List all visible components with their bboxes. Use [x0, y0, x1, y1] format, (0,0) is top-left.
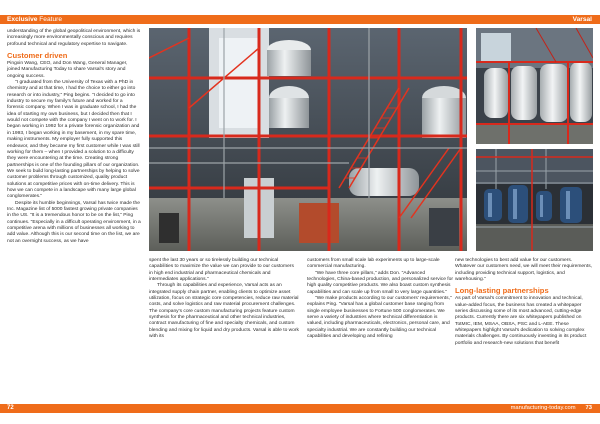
photo-reactor-hall: [476, 149, 593, 251]
page-number-left: 72: [7, 405, 14, 411]
header-bar: [0, 15, 600, 24]
paragraph: "We make products according to our customers' requirements," explains Ping. "Varsal has a global customer base ranging from single employee businesses to Fortune 500 conglomerates. We serve a variety of industries where technical differentiation is valued, including pharmaceuticals, electronics, personal care, and specialty industrial. We are constantly building our technical capabilities and developing and refining: [307, 296, 452, 340]
paragraph: "We have three core pillars," adds Don. "Advanced technologies, China-based production, and personalized service for high quality competitive products. We also boast custom synthesis capabilities and can scale up from small to very large quantities.": [307, 270, 453, 295]
company-name: Varsal: [572, 16, 592, 23]
column-2: [149, 258, 299, 340]
paragraph: new technologies to best add value for our customers. Whatever our customers need, we will meet their requirements, including providing technical support, logistics, and warehousing.": [455, 258, 592, 283]
footer-right: [511, 404, 592, 413]
page-number-right: 73: [585, 405, 592, 411]
photo-storage-tanks: [476, 28, 593, 144]
paragraph: Despite its humble beginnings, Varsal has twice made the Inc. Magazine list of 5000 fastest growing private companies in the US. "It is a tremendous honor to be on the list," Ping continues. "Especially in a difficult operating environment, in a competitive arena with millions of businesses all working to add value. Although this is our second time on the list, we are not an overnight success, as we have: [7, 200, 141, 244]
paragraph: Through its capabilities and experience, Varsal acts as an integrated supply chain partner, enabling clients to optimize asset utilization, focus on strategic core competencies, reduce raw material costs, and solve logistics and raw material procurement challenges. The company's core custom manufacturing projects feature custom synthesis for the pharmaceutical and other technical industries, contract manufacturing of fine and specialty chemicals, and custom blending and mixing for liquid and dry products. Varsal is able to work with its: [149, 283, 299, 340]
paragraph: As part of Varsal's commitment to innovation and technical, value-added focus, the business has created a whitepaper series discussing some of its most advanced, cutting-edge products. Currently there are six whitepapers published on TotMIC, IEM, MSAA, OBSA, PSC and L-AEE. These whitepapers highlight Varsal's dedication to solving complex materials challenges. By continuously investing in its product portfolio and research-new solutions that benefit: [455, 296, 587, 346]
column-3: [307, 258, 453, 340]
site-url[interactable]: manufacturing-today.com: [510, 405, 576, 411]
intro-paragraph: understanding of the global geopolitical environment, which is increasingly more environmentally conscious and requires profound technical and regulatory expertise to navigate.: [7, 29, 141, 47]
section-label: Exclusive Feature: [7, 16, 63, 23]
paragraph: Pingxin Wang, CEO, and Don Wang, General Manager, joined Manufacturing Today to share Varsal's story and ongoing success.: [7, 61, 128, 79]
paragraph: spent the last 30 years or so tirelessly building our technical capabilities to maximize the value we can provide to our customers in high end industrial and pharmaceutical chemicals and intermediates applications.": [149, 258, 294, 283]
paragraph: customers from small scale lab experiments up to large-scale commercial manufacturing.: [307, 258, 440, 270]
heading-long-lasting-partnerships: Long-lasting partnerships: [455, 286, 549, 296]
photo-chemical-plant: [149, 28, 467, 251]
paragraph: "I graduated from the University of Texas with a PhD in chemistry and at that time, I had the choice to either go into research or into industry," Ping begins. "I decided to go into industry to secure my family's future and worked for a forensic company. When I was in graduate school, I had the idea of starting my own business, but I decided then that I would not compete with the company I went on to work for. I began working in 1992 for a private forensic organization and in 1993, I began working in my basement, in my spare time, making instruments. My employer fully supported this endeavor, and they became my first customer while I was still working for them – when I provided a solution to a difficulty they were encountering at the time. Creating strong partnerships is one of the founding pillars of our organization. We seek to build long-lasting partnerships by helping to solve customer problems through customized, quality product solutions at competitive prices with on-time delivery. This is how we can compete in a landscape with many large global conglomerates.": [7, 80, 140, 200]
column-1: [7, 29, 141, 245]
column-4: [455, 258, 593, 347]
heading-customer-driven: Customer driven: [7, 51, 68, 61]
